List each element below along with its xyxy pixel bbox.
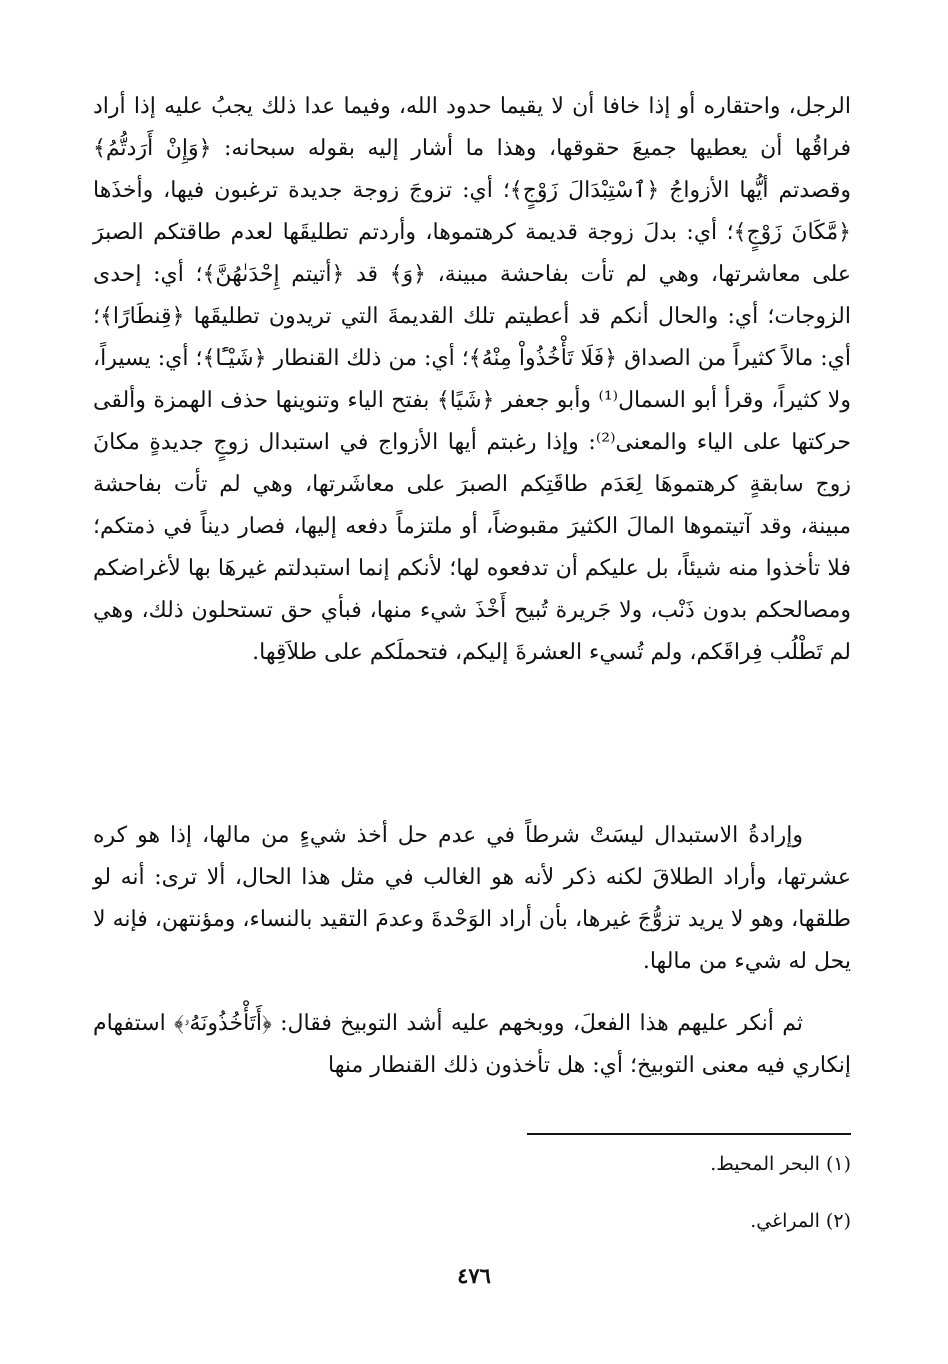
- body-paragraph: الرجل، واحتقاره أو إذا خافا أن لا يقيما حدود الله، وفيما عدا ذلك يجبُ عليه إذا أراد فراقُها أن يعطيها جميعَ حقوقها، وهذا ما أشار إليه بقوله سبحانه: ﴿وَإِنْ أَرَدتُّمُ﴾ وقصدتم أيُّها الأزواجُ ﴿ٱسْتِبْدَالَ زَوْجٍ﴾؛ أي: تزوجَ زوجة جديدة ترغبون فيها، وأخذَها ﴿مَّكَانَ زَوْجٍ﴾؛ أي: بدلَ زوجة قديمة كرهتموها، وأردتم تطليقَها لعدم طاقتكم الصبرَ على معاشرتها، وهي لم تأت بفاحشة مبينة، ﴿وَ﴾ قد ﴿أتيتم إِحْدَىٰهُنَّ﴾؛ أي: إحدى الزوجات؛ أي: والحال أنكم قد أعطيتم تلك القديمةَ التي تريدون تطليقَها ﴿قِنطَارًا﴾؛ أي: مالاً كثيراً من الصداق ﴿فَلَا تَأْخُذُواْ مِنْهُ﴾؛ أي: من ذلك القنطار ﴿شَيْـًٔا﴾؛ أي: يسيراً، ولا كثيراً، وقرأ أبو السمال⁽¹⁾ وأبو جعفر ﴿شَيًا﴾ بفتح الياء وتنوينها حذف الهمزة وألقى حركتها على الياء والمعنى⁽²⁾: وإذا رغبتم أيها الأزواج في استبدال زوجٍ جديدةٍ مكانَ زوج سابقةٍ كرهتموهَا لِعَدَم طاقَتِكم الصبرَ على معاشَرتها، وهي لم تأت بفاحشة مبينة، وقد آتيتموها المالَ الكثيرَ مقبوضاً، أو ملتزماً دفعه إليها، فصار ديناً في ذمتكم؛ فلا تأخذوا منه شيئاً، بل عليكم أن تدفعوه لها؛ لأنكم إنما استبدلتم غيرهَا بها لأغراضكم ومصالحكم بدون ذَنْب، ولا جَريرة تُبيح أَخْذَ شيء منها، فبأي حق تستحلون ذلك، وهي لم تَطْلُب فِراقَكم، ولم تُسيء العشرةَ إليكم، فتحملَكم على طلاَقِها.: [93, 94, 851, 665]
- body-paragraph: ثم أنكر عليهم هذا الفعلَ، ووبخهم عليه أشد التوبيخ فقال: ﴿أَتَأْخُذُونَهُۥ﴾ استفهام إنكاري فيه معنى التوبيخ؛ أي: هل تأخذون ذلك القنطار منها: [93, 1011, 851, 1078]
- footnote-separator: [527, 1133, 851, 1135]
- footnote: (١) البحر المحيط.: [710, 1153, 851, 1175]
- body-paragraph: وإرادةُ الاستبدال ليسَتْ شرطاً في عدم حل أخذ شيءٍ من مالها، إذا هو كره عشرتها، وأراد الطلاقَ لكنه ذكر لأنه هو الغالب في مثل هذا الحال، ألا ترى: أنه لو طلقها، وهو لا يريد تزوُّجَ غيرها، بأن أراد الوَحْدةَ وعدمَ التقيد بالنساء، ومؤنتهن، فإنه لا يحل له شيء من مالها.: [93, 823, 851, 974]
- footnote: (٢) المراغي.: [750, 1210, 851, 1232]
- page-number: ٤٧٦: [457, 1263, 491, 1288]
